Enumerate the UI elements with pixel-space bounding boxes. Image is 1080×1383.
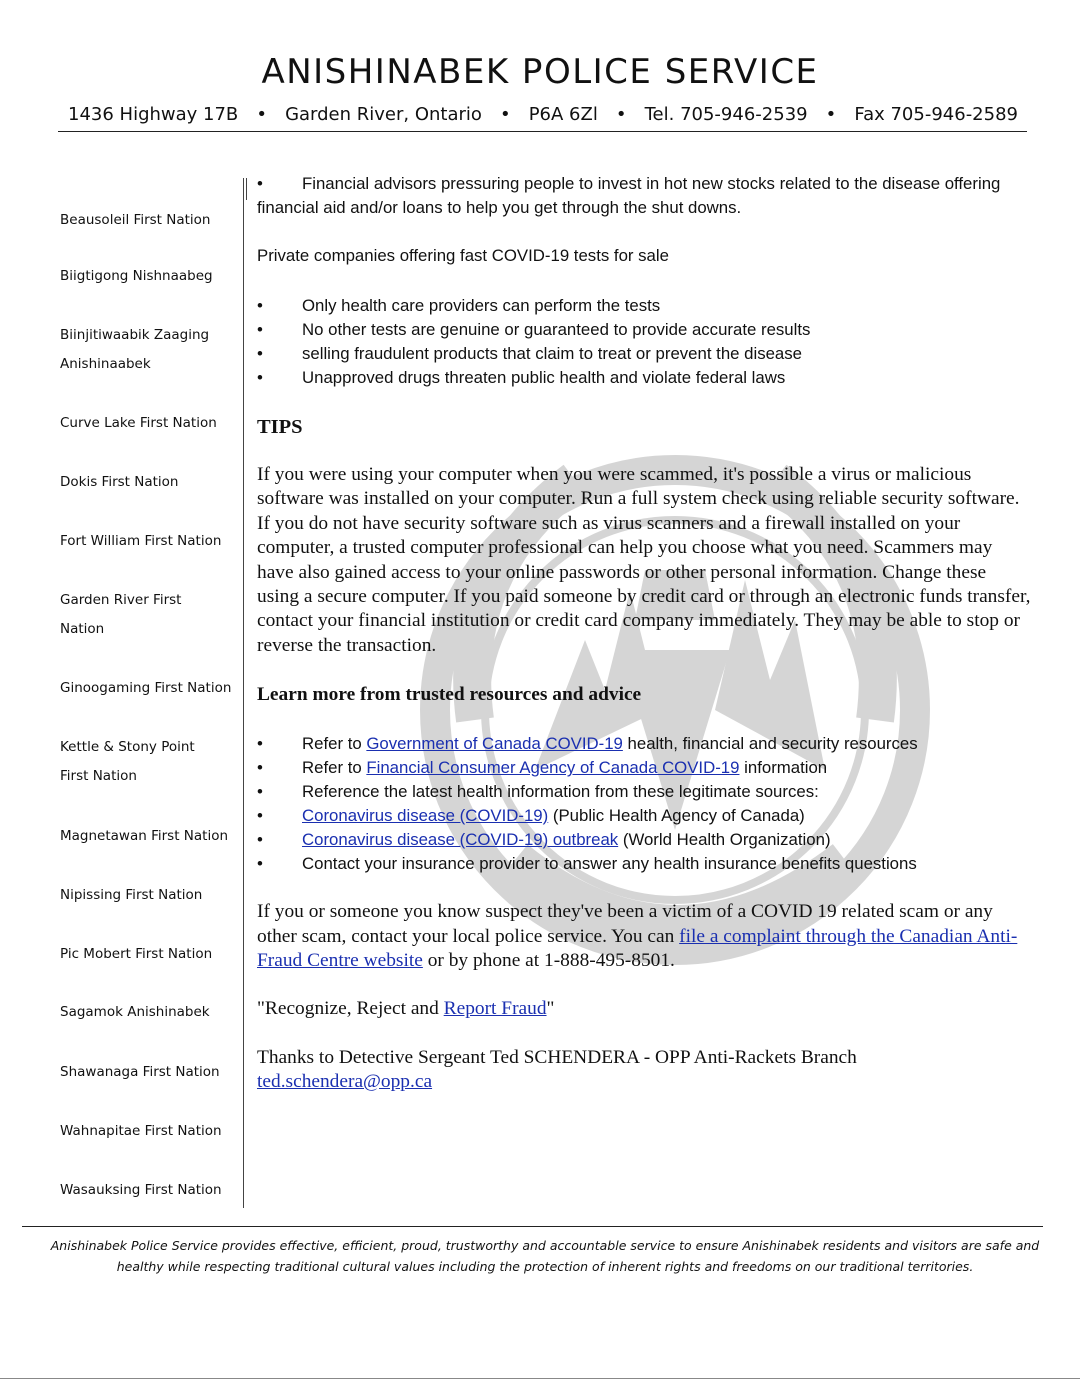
list-item: • No other tests are genuine or guaranteed to provide accurate results (257, 318, 1032, 342)
street-address: 1436 Highway 17B (68, 104, 239, 125)
separator: • (825, 104, 837, 125)
slogan-text: "Recognize, Reject and (257, 998, 444, 1020)
list-item-text: (World Health Organization) (618, 830, 831, 850)
main-content (257, 172, 1032, 1095)
sidebar-item: Curve Lake First Nation (60, 415, 217, 431)
list-item (257, 732, 1032, 756)
header-divider (58, 131, 1027, 132)
advisors-bullet: • Financial advisors pressuring people to invest in hot new stocks related to the disease offering financial aid and/or loans to help you get through the shut downs. (257, 172, 1032, 220)
phac-covid-link[interactable]: Coronavirus disease (COVID-19) (302, 806, 549, 826)
sidebar-item: Fort William First Nation (60, 533, 222, 549)
list-item: • Unapproved drugs threaten public health and violate federal laws (257, 366, 1032, 390)
slogan (257, 997, 1032, 1021)
separator: • (615, 104, 627, 125)
list-item-text: Refer to (302, 734, 367, 754)
fax: Fax 705-946-2589 (854, 104, 1018, 125)
list-item-text: information (739, 758, 828, 778)
list-item-text: Refer to (302, 758, 367, 778)
sidebar-divider-tick (246, 178, 247, 200)
sidebar-item: Ginoogaming First Nation (60, 680, 232, 696)
sidebar-item: Kettle & Stony Point First Nation (60, 739, 195, 784)
sidebar-item: Biigtigong Nishnaabeg (60, 268, 213, 284)
email-link[interactable]: ted.schendera@opp.ca (257, 1071, 433, 1093)
private-tests-heading: Private companies offering fast COVID-19 tests for sale (257, 246, 669, 265)
list-item: • Reference the latest health information from these legitimate sources: (257, 780, 1032, 804)
sidebar-item: Garden River First Nation (60, 592, 182, 637)
list-item (257, 756, 1032, 780)
separator: • (500, 104, 511, 125)
tips-paragraph: If you were using your computer when you were scammed, it's possible a virus or malicious software was installed on your computer. Run a full system check using reliable security software. If you do not have security software such as virus scanners and a firewall installed on your computer, a trusted computer professional can help you choose what you need. Scammers may have also gained access to your online passwords or other personal information. Change these using a secure computer. If you paid someone by credit card or through an electronic funds transfer, contact your financial institution or credit card company immediately. They may be able to stop or reverse the transaction. (257, 464, 1031, 656)
list-item: • selling fraudulent products that claim to treat or prevent the disease (257, 342, 1032, 366)
list-item-text: health, financial and security resources (622, 734, 918, 754)
postal-code: P6A 6Zl (528, 104, 598, 125)
town: Garden River, Ontario (285, 104, 482, 125)
sidebar-item: Wahnapitae First Nation (60, 1123, 222, 1139)
tests-bullet-list (257, 294, 1032, 390)
sidebar-item: Beausoleil First Nation (60, 212, 211, 228)
fcac-link[interactable]: Financial Consumer Agency of Canada COVID-19 (366, 758, 740, 778)
sidebar-item: Biinjitiwaabik Zaaging Anishinaabek (60, 327, 210, 372)
page-title: ANISHINABEK POLICE SERVICE (261, 52, 819, 92)
who-covid-link[interactable]: Coronavirus disease (COVID-19) outbreak (302, 830, 619, 850)
list-item: • Only health care providers can perform the tests (257, 294, 1032, 318)
sidebar-item: Magnetawan First Nation (60, 828, 229, 844)
telephone: Tel. 705-946-2539 (644, 104, 808, 125)
sidebar-item: Nipissing First Nation (60, 887, 203, 903)
report-fraud-link[interactable]: Report Fraud (443, 998, 547, 1020)
page-bottom-edge (0, 1378, 1080, 1379)
sidebar-item: Shawanaga First Nation (60, 1064, 220, 1080)
list-item (257, 804, 1032, 828)
list-item: • Contact your insurance provider to answer any health insurance benefits questions (257, 852, 1032, 876)
sidebar-item: Sagamok Anishinabek (60, 1004, 210, 1020)
victim-text: If you or someone you know suspect they've been a victim of a COVID 19 related scam or any other scam, contact your local police service. You can (257, 901, 993, 947)
resources-bullet-list (257, 732, 1032, 876)
victim-paragraph (257, 900, 1032, 973)
learn-more-heading: Learn more from trusted resources and advice (257, 684, 642, 706)
list-item (257, 828, 1032, 852)
mission-statement: Anishinabek Police Service provides effective, efficient, proud, trustworthy and accountable service to ensure Anishinabek residents and visitors are safe and healthy while respecting traditional cultural values including the protection of inherent rights and freedoms on our traditional territories. (50, 1238, 1040, 1274)
sidebar-item: Dokis First Nation (60, 474, 179, 490)
slogan-text: " (546, 998, 555, 1020)
sidebar-divider (243, 178, 244, 1208)
email-line (257, 1070, 1032, 1094)
sidebar-item: Wasauksing First Nation (60, 1182, 222, 1198)
tips-heading: TIPS (257, 416, 303, 438)
victim-text: or by phone at 1-888-495-8501. (422, 950, 675, 972)
anti-fraud-centre-link[interactable]: file a complaint through the Canadian Anti-Fraud Centre website (257, 925, 1018, 972)
footer-divider (22, 1226, 1043, 1227)
gov-canada-link[interactable]: Government of Canada COVID-19 (366, 734, 623, 754)
thanks-line: Thanks to Detective Sergeant Ted SCHENDERA - OPP Anti-Rackets Branch (257, 1046, 857, 1068)
list-item-text: (Public Health Agency of Canada) (548, 806, 805, 826)
sidebar-item: Pic Mobert First Nation (60, 946, 213, 962)
separator: • (256, 104, 267, 125)
address-line (58, 104, 1028, 125)
